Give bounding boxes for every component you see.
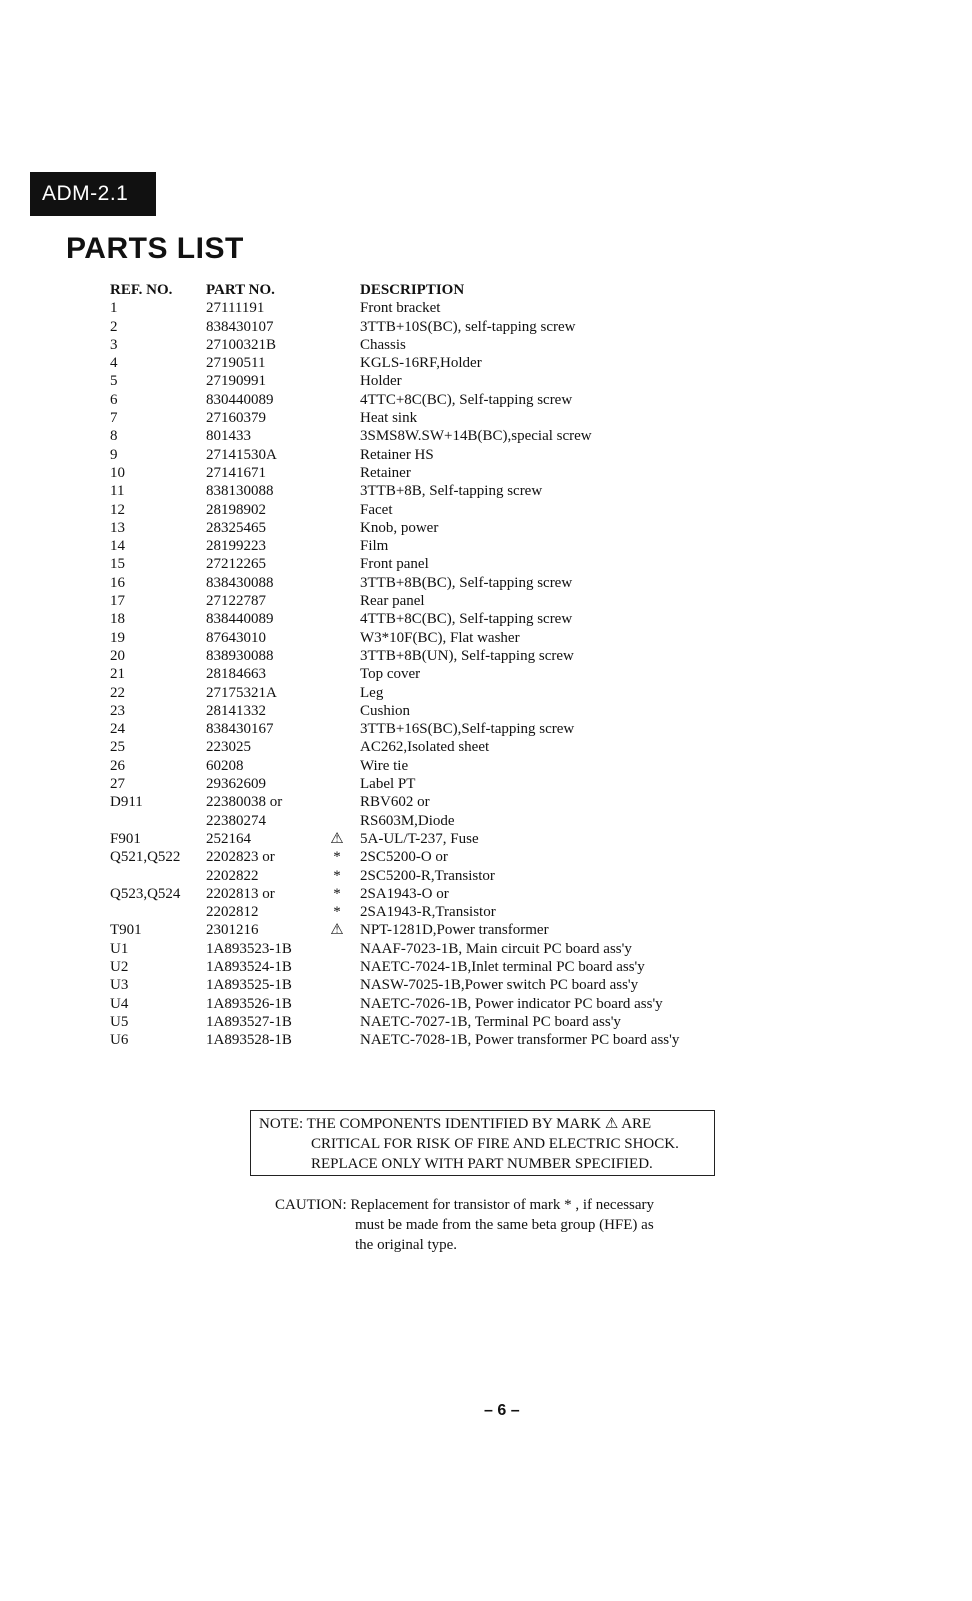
part-no-cell: 838430167 — [206, 721, 274, 738]
description-cell: 4TTC+8C(BC), Self-tapping screw — [360, 391, 573, 408]
description-cell: Knob, power — [360, 519, 439, 536]
ref-no-cell: Q523,Q524 — [110, 885, 181, 902]
table-row — [110, 318, 730, 336]
table-row — [110, 665, 730, 683]
table-row — [110, 1031, 730, 1049]
description-cell: 3SMS8W.SW+14B(BC),special screw — [360, 428, 592, 445]
table-row — [110, 446, 730, 464]
note-line-2: CRITICAL FOR RISK OF FIRE AND ELECTRIC SHOCK. — [311, 1136, 679, 1152]
note-line-1: NOTE: THE COMPONENTS IDENTIFIED BY MARK ⚠ ARE — [259, 1116, 652, 1132]
table-row — [110, 976, 730, 994]
description-cell: 3TTB+8B(UN), Self-tapping screw — [360, 647, 574, 664]
part-no-cell: 27160379 — [206, 410, 266, 427]
description-cell: Retainer — [360, 464, 411, 481]
ref-no-cell: 11 — [110, 483, 125, 500]
part-no-cell: 28199223 — [206, 538, 266, 555]
part-no-cell: 1A893528-1B — [206, 1032, 292, 1049]
part-no-cell: 838430088 — [206, 574, 274, 591]
mark-cell: * — [333, 849, 341, 866]
table-row — [110, 958, 730, 976]
table-row — [110, 647, 730, 665]
table-row — [110, 921, 730, 939]
part-no-cell: 60208 — [206, 757, 244, 774]
part-no-cell: 838440089 — [206, 611, 274, 628]
ref-no-cell: 27 — [110, 776, 125, 793]
part-no-cell: 27141671 — [206, 464, 266, 481]
part-no-cell: 22380038 or — [206, 794, 283, 811]
table-row — [110, 885, 730, 903]
part-no-cell: 22380274 — [206, 812, 266, 829]
col-part-header: PART NO. — [206, 282, 275, 298]
description-cell: RS603M,Diode — [360, 812, 455, 829]
description-cell: RBV602 or — [360, 794, 430, 811]
table-row — [110, 501, 730, 519]
mark-cell: ⚠ — [330, 830, 344, 847]
description-cell: NAETC-7028-1B, Power transformer PC board ass'y — [360, 1032, 680, 1049]
part-no-cell: 28198902 — [206, 501, 266, 518]
table-row — [110, 354, 730, 372]
note-line-3: REPLACE ONLY WITH PART NUMBER SPECIFIED. — [311, 1156, 653, 1172]
table-row — [110, 574, 730, 592]
description-cell: Retainer HS — [360, 446, 434, 463]
description-cell: Chassis — [360, 336, 406, 353]
table-row — [110, 372, 730, 390]
table-row — [110, 702, 730, 720]
ref-no-cell: U2 — [110, 958, 129, 975]
col-desc-header: DESCRIPTION — [360, 282, 465, 298]
description-cell: Top cover — [360, 666, 421, 683]
part-no-cell: 2202822 — [206, 867, 259, 884]
description-cell: Heat sink — [360, 410, 418, 427]
table-row — [110, 684, 730, 702]
ref-no-cell: Q521,Q522 — [110, 849, 181, 866]
mark-cell: * — [333, 904, 341, 921]
description-cell: 2SA1943-O or — [360, 885, 449, 902]
table-row — [110, 738, 730, 756]
note-box — [250, 1110, 715, 1176]
ref-no-cell: U5 — [110, 1013, 129, 1030]
part-no-cell: 1A893524-1B — [206, 958, 292, 975]
ref-no-cell: U6 — [110, 1032, 129, 1049]
ref-no-cell: 1 — [110, 300, 118, 317]
table-row — [110, 464, 730, 482]
ref-no-cell: 26 — [110, 757, 125, 774]
table-row — [110, 848, 730, 866]
table-row — [110, 391, 730, 409]
part-no-cell: 1A893525-1B — [206, 977, 292, 994]
description-cell: NAAF-7023-1B, Main circuit PC board ass'y — [360, 940, 632, 957]
ref-no-cell: 13 — [110, 519, 125, 536]
part-no-cell: 27100321B — [206, 336, 277, 353]
table-row — [110, 867, 730, 885]
part-no-cell: 838130088 — [206, 483, 274, 500]
table-row — [110, 537, 730, 555]
ref-no-cell: 6 — [110, 391, 118, 408]
table-row — [110, 336, 730, 354]
part-no-cell: 838430107 — [206, 318, 274, 335]
parts-table — [110, 281, 730, 1049]
description-cell: Front bracket — [360, 300, 441, 317]
part-no-cell: 28141332 — [206, 702, 266, 719]
table-row — [110, 629, 730, 647]
ref-no-cell: U4 — [110, 995, 129, 1012]
ref-no-cell: 23 — [110, 702, 125, 719]
part-no-cell: 27190991 — [206, 373, 266, 390]
table-row — [110, 519, 730, 537]
part-no-cell: 29362609 — [206, 776, 266, 793]
ref-no-cell: 22 — [110, 684, 125, 701]
ref-no-cell: 10 — [110, 464, 125, 481]
description-cell: Wire tie — [360, 757, 409, 774]
ref-no-cell: T901 — [110, 922, 142, 939]
table-row — [110, 830, 730, 848]
part-no-cell: 223025 — [206, 739, 251, 756]
ref-no-cell: 21 — [110, 666, 125, 683]
ref-no-cell: 16 — [110, 574, 125, 591]
description-cell: 3TTB+8B, Self-tapping screw — [360, 483, 543, 500]
ref-no-cell: 24 — [110, 721, 125, 738]
description-cell: 2SC5200-O or — [360, 849, 448, 866]
table-body — [110, 299, 730, 1049]
part-no-cell: 28184663 — [206, 666, 266, 683]
description-cell: Rear panel — [360, 593, 425, 610]
table-row — [110, 812, 730, 830]
part-no-cell: 830440089 — [206, 391, 274, 408]
part-no-cell: 27175321A — [206, 684, 277, 701]
description-cell: Holder — [360, 373, 402, 390]
ref-no-cell: 2 — [110, 318, 118, 335]
table-row — [110, 427, 730, 445]
description-cell: 4TTB+8C(BC), Self-tapping screw — [360, 611, 573, 628]
ref-no-cell: U1 — [110, 940, 129, 957]
ref-no-cell: 5 — [110, 373, 118, 390]
table-row — [110, 299, 730, 317]
table-row — [110, 775, 730, 793]
ref-no-cell: 19 — [110, 629, 125, 646]
description-cell: 3TTB+16S(BC),Self-tapping screw — [360, 721, 575, 738]
ref-no-cell: 20 — [110, 647, 125, 664]
ref-no-cell: 9 — [110, 446, 118, 463]
description-cell: AC262,Isolated sheet — [360, 739, 490, 756]
table-header-row — [110, 281, 730, 299]
description-cell: NPT-1281D,Power transformer — [360, 922, 549, 939]
table-row — [110, 757, 730, 775]
table-row — [110, 903, 730, 921]
description-cell: 2SC5200-R,Transistor — [360, 867, 495, 884]
caution-line-3: the original type. — [355, 1237, 458, 1253]
description-cell: Front panel — [360, 556, 429, 573]
part-no-cell: 838930088 — [206, 647, 274, 664]
ref-no-cell: U3 — [110, 977, 129, 994]
page-number: – 6 – — [484, 1402, 520, 1419]
part-no-cell: 1A893526-1B — [206, 995, 292, 1012]
description-cell: Label PT — [360, 776, 416, 793]
part-no-cell: 1A893527-1B — [206, 1013, 292, 1030]
model-tag: ADM-2.1 — [30, 172, 156, 216]
description-cell: Leg — [360, 684, 384, 701]
part-no-cell: 27212265 — [206, 556, 266, 573]
table-row — [110, 720, 730, 738]
description-cell: NAETC-7026-1B, Power indicator PC board ass'y — [360, 995, 663, 1012]
ref-no-cell: 7 — [110, 410, 118, 427]
ref-no-cell: 18 — [110, 611, 125, 628]
description-cell: NAETC-7027-1B, Terminal PC board ass'y — [360, 1013, 621, 1030]
ref-no-cell: 4 — [110, 355, 118, 372]
ref-no-cell: 25 — [110, 739, 125, 756]
description-cell: Film — [360, 538, 389, 555]
part-no-cell: 2202823 or — [206, 849, 275, 866]
ref-no-cell: 14 — [110, 538, 125, 555]
description-cell: 5A-UL/T-237, Fuse — [360, 830, 479, 847]
part-no-cell: 2202812 — [206, 904, 259, 921]
description-cell: Cushion — [360, 702, 411, 719]
table-row — [110, 995, 730, 1013]
table-row — [110, 940, 730, 958]
ref-no-cell: F901 — [110, 830, 141, 847]
description-cell: W3*10F(BC), Flat washer — [360, 629, 520, 646]
description-cell: KGLS-16RF,Holder — [360, 355, 482, 372]
description-cell: 3TTB+8B(BC), Self-tapping screw — [360, 574, 573, 591]
table-row — [110, 1013, 730, 1031]
ref-no-cell: D911 — [110, 794, 143, 811]
description-cell: Facet — [360, 501, 393, 518]
table-row — [110, 555, 730, 573]
table-row — [110, 610, 730, 628]
part-no-cell: 27141530A — [206, 446, 277, 463]
part-no-cell: 1A893523-1B — [206, 940, 292, 957]
table-row — [110, 793, 730, 811]
part-no-cell: 2301216 — [206, 922, 259, 939]
ref-no-cell: 12 — [110, 501, 125, 518]
mark-cell: * — [333, 867, 341, 884]
mark-cell: * — [333, 885, 341, 902]
part-no-cell: 87643010 — [206, 629, 266, 646]
caution-line-1: CAUTION: Replacement for transistor of mark * , if necessary — [275, 1197, 655, 1213]
part-no-cell: 27122787 — [206, 593, 266, 610]
part-no-cell: 2202813 or — [206, 885, 275, 902]
part-no-cell: 801433 — [206, 428, 251, 445]
ref-no-cell: 3 — [110, 336, 118, 353]
ref-no-cell: 17 — [110, 593, 125, 610]
ref-no-cell: 8 — [110, 428, 118, 445]
part-no-cell: 252164 — [206, 830, 251, 847]
mark-cell: ⚠ — [330, 922, 344, 939]
part-no-cell: 28325465 — [206, 519, 266, 536]
table-row — [110, 482, 730, 500]
description-cell: NASW-7025-1B,Power switch PC board ass'y — [360, 977, 639, 994]
part-no-cell: 27111191 — [206, 300, 265, 317]
ref-no-cell: 15 — [110, 556, 125, 573]
table-row — [110, 409, 730, 427]
caution-line-2: must be made from the same beta group (HFE) as — [355, 1217, 654, 1233]
page-title: PARTS LIST — [66, 232, 244, 265]
part-no-cell: 27190511 — [206, 355, 266, 372]
description-cell: 3TTB+10S(BC), self-tapping screw — [360, 318, 576, 335]
col-ref-header: REF. NO. — [110, 282, 173, 298]
table-row — [110, 592, 730, 610]
description-cell: NAETC-7024-1B,Inlet terminal PC board ass'y — [360, 958, 645, 975]
description-cell: 2SA1943-R,Transistor — [360, 904, 496, 921]
